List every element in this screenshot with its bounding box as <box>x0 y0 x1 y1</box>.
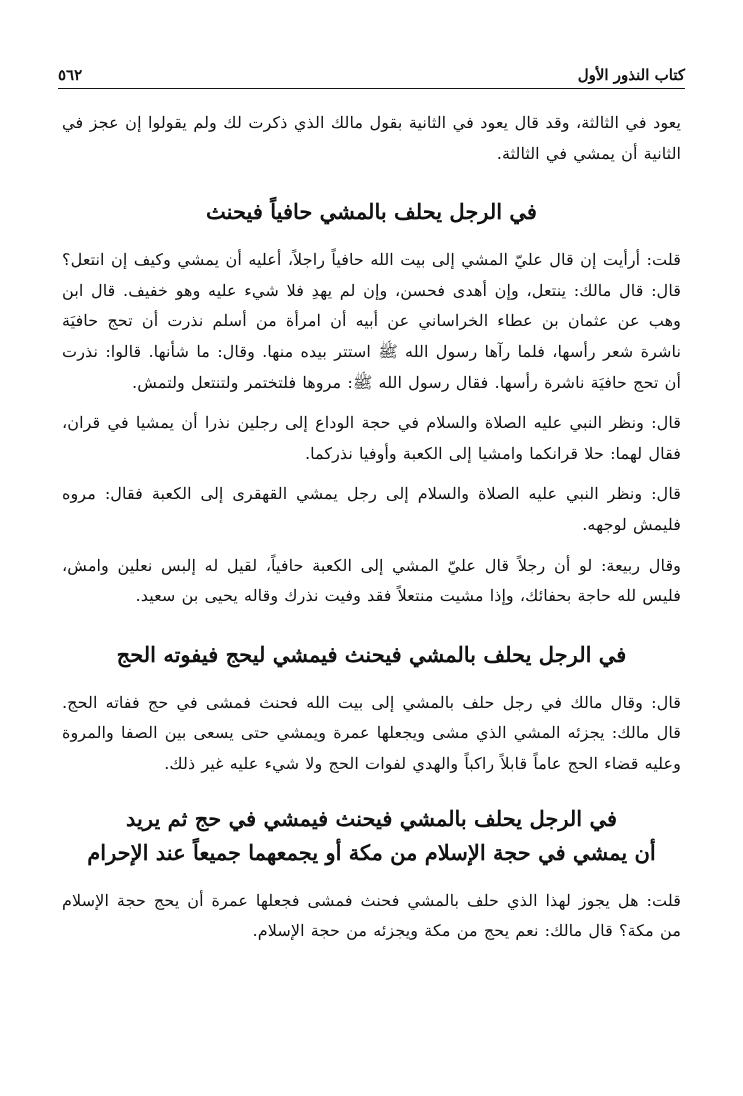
section-title-line: في الرجل يحلف بالمشي فيحنث فيمشي في حج ثم يريد <box>126 805 617 831</box>
paragraph: قال: وقال مالك في رجل حلف بالمشي إلى بيت الله فحنث فمشى في حج ففاته الحج. قال مالك: يجزئه المشي الذي مشى ويجعلها عمرة ويمشي حتى يسعى بين الصفا والمروة وعليه قضاء الحج عاماً قابلاً راكباً والهدي لفوات الحج ولا شيء عليه غير ذلك. <box>62 692 681 773</box>
section-title-line: أن يمشي في حجة الإسلام من مكة أو يجمعهما جميعاً عند الإحرام <box>87 839 656 865</box>
running-title: كتاب النذور الأول <box>577 66 685 84</box>
page-body <box>62 108 681 957</box>
paragraph: قلت: هل يجوز لهذا الذي حلف بالمشي فحنث فمشى فجعلها عمرة أن يحج حجة الإسلام من مكة؟ قال مالك: نعم يحج من مكة ويجزئه من حجة الإسلام. <box>62 890 681 941</box>
paragraph: وقال ربيعة: لو أن رجلاً قال عليّ المشي إلى الكعبة حافياً، لقيل له إلبس نعلين وامش، فليس لله حاجة بحفائك، وإذا مشيت منتعلاً فقد وفيت نذرك وقاله يحيى بن سعيد. <box>62 555 681 606</box>
paragraph: قال: ونظر النبي عليه الصلاة والسلام إلى رجل يمشي القهقرى إلى الكعبة فقال: مروه فليمش لوجهه. <box>62 484 681 534</box>
page-header <box>58 58 685 84</box>
paragraph: قال: ونظر النبي عليه الصلاة والسلام في حجة الوداع إلى رجلين نذرا أن يمشيا في قران، فقال لهما: حلا قرانكما وامشيا إلى الكعبة وأوفيا نذركما. <box>62 413 681 463</box>
page-number: ٥٦٢ <box>58 66 83 84</box>
section-title-islam-hajj-from-mecca <box>62 802 681 870</box>
section-title-barefoot-walking: في الرجل يحلف بالمشي حافياً فيحنث <box>206 199 537 225</box>
section-title-missed-hajj: في الرجل يحلف بالمشي فيحنث فيمشي ليحج فيفوته الحج <box>116 641 627 667</box>
intro-paragraph: يعود في الثالثة، وقد قال يعود في الثانية بقول مالك الذي ذكرت لك ولم يقولوا إن عجز في الثانية أن يمشي في الثالثة. <box>62 113 681 163</box>
paragraph: قلت: أرأيت إن قال عليّ المشي إلى بيت الله حافياً راجلاً، أعليه أن يمشي وكيف إن انتعل؟ قال: قال مالك: ينتعل، وإن أهدى فحسن، وإن لم يهدِ فلا شيء عليه وهو خفيف. قال ابن وهب عن عثمان بن عطاء الخراساني عن أبيه أن امرأة من أسلم نذرت أن تحج حافيَة ناشرة شعر رأسها، فلما رآها رسول الله ﷺ استتر بيده منها. وقال: ما شأنها. قالوا: نذرت أن تحج حافيَة ناشرة رأسها. فقال رسول الله ﷺ: مروها فلتختمر ولتنتعل ولتمش. <box>62 250 681 392</box>
header-rule <box>58 88 685 89</box>
